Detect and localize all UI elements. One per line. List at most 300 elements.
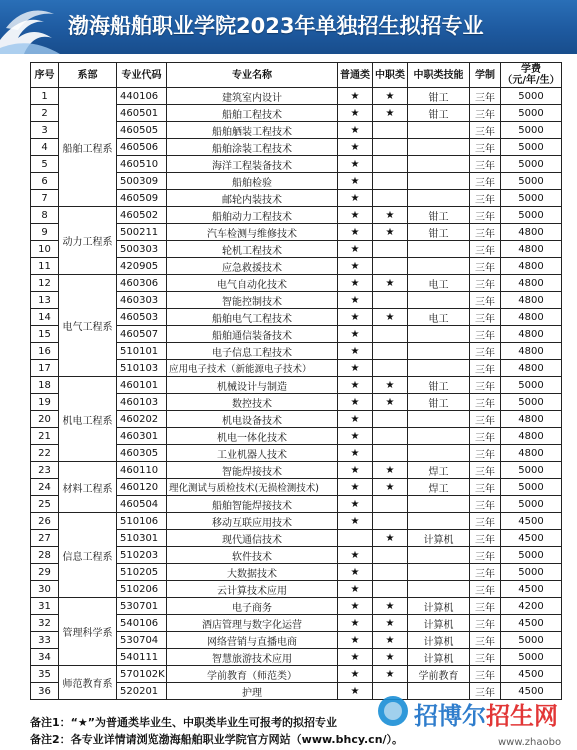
wave-logo-icon xyxy=(0,0,72,54)
cell-major: 软件技术 xyxy=(167,547,338,564)
cell-duration: 三年 xyxy=(470,88,501,105)
cell-skill: 钳工 xyxy=(408,105,470,122)
cell-fee: 4800 xyxy=(501,292,562,309)
cell-fee: 5000 xyxy=(501,632,562,649)
cell-no: 36 xyxy=(31,683,59,700)
cell-vocational xyxy=(373,564,408,581)
header-duration: 学制 xyxy=(470,63,501,88)
cell-no: 1 xyxy=(31,88,59,105)
cell-vocational: ★ xyxy=(373,275,408,292)
header-skill: 中职类技能 xyxy=(408,63,470,88)
table-row xyxy=(31,462,562,479)
cell-major: 应急救援技术 xyxy=(167,258,338,275)
cell-fee: 4800 xyxy=(501,241,562,258)
cell-vocational: ★ xyxy=(373,632,408,649)
cell-code: 530704 xyxy=(117,632,167,649)
cell-skill: 计算机 xyxy=(408,615,470,632)
cell-major: 船舶舾装工程技术 xyxy=(167,122,338,139)
cell-no: 13 xyxy=(31,292,59,309)
cell-vocational xyxy=(373,139,408,156)
cell-major: 智能焊接技术 xyxy=(167,462,338,479)
cell-fee: 4800 xyxy=(501,360,562,377)
cell-vocational xyxy=(373,343,408,360)
cell-skill: 学前教育 xyxy=(408,666,470,683)
table-body xyxy=(31,88,562,700)
cell-vocational xyxy=(373,258,408,275)
header-code: 专业代码 xyxy=(117,63,167,88)
cell-skill xyxy=(408,445,470,462)
cell-no: 33 xyxy=(31,632,59,649)
cell-dept: 电气工程系 xyxy=(59,275,117,377)
cell-vocational xyxy=(373,360,408,377)
cell-skill: 钳工 xyxy=(408,394,470,411)
cell-code: 510205 xyxy=(117,564,167,581)
cell-no: 6 xyxy=(31,173,59,190)
cell-code: 460306 xyxy=(117,275,167,292)
cell-no: 32 xyxy=(31,615,59,632)
cell-general: ★ xyxy=(338,445,373,462)
cell-duration: 三年 xyxy=(470,241,501,258)
majors-table xyxy=(30,62,562,700)
cell-general: ★ xyxy=(338,411,373,428)
cell-code: 460101 xyxy=(117,377,167,394)
cell-code: 460301 xyxy=(117,428,167,445)
cell-fee: 4500 xyxy=(501,683,562,700)
cell-no: 18 xyxy=(31,377,59,394)
cell-skill xyxy=(408,360,470,377)
cell-duration: 三年 xyxy=(470,479,501,496)
note-1: 备注1：“★”为普通类毕业生、中职类毕业生可报考的拟招专业 xyxy=(30,716,337,729)
cell-major: 船舶动力工程技术 xyxy=(167,207,338,224)
cell-major: 电气自动化技术 xyxy=(167,275,338,292)
cell-fee: 4800 xyxy=(501,275,562,292)
cell-fee: 5000 xyxy=(501,377,562,394)
cell-dept: 材料工程系 xyxy=(59,462,117,513)
cell-duration: 三年 xyxy=(470,547,501,564)
cell-general: ★ xyxy=(338,258,373,275)
watermark-domain: www.zhaobo xyxy=(498,737,562,748)
cell-vocational: ★ xyxy=(373,88,408,105)
cell-skill xyxy=(408,190,470,207)
cell-fee: 4800 xyxy=(501,309,562,326)
cell-code: 460503 xyxy=(117,309,167,326)
cell-code: 460510 xyxy=(117,156,167,173)
cell-duration: 三年 xyxy=(470,224,501,241)
cell-general: ★ xyxy=(338,360,373,377)
cell-duration: 三年 xyxy=(470,275,501,292)
cell-general: ★ xyxy=(338,139,373,156)
cell-code: 460305 xyxy=(117,445,167,462)
cell-code: 460110 xyxy=(117,462,167,479)
cell-code: 420905 xyxy=(117,258,167,275)
cell-code: 570102K xyxy=(117,666,167,683)
cell-skill xyxy=(408,496,470,513)
cell-vocational xyxy=(373,173,408,190)
cell-major: 机械设计与制造 xyxy=(167,377,338,394)
cell-duration: 三年 xyxy=(470,360,501,377)
cell-fee: 5000 xyxy=(501,496,562,513)
cell-no: 15 xyxy=(31,326,59,343)
cell-fee: 5000 xyxy=(501,105,562,122)
cell-skill xyxy=(408,122,470,139)
cell-major: 船舶工程技术 xyxy=(167,105,338,122)
cell-no: 24 xyxy=(31,479,59,496)
table-row xyxy=(31,513,562,530)
cell-vocational xyxy=(373,241,408,258)
cell-fee: 5000 xyxy=(501,547,562,564)
title-banner xyxy=(0,0,577,54)
cell-duration: 三年 xyxy=(470,428,501,445)
cell-skill: 钳工 xyxy=(408,88,470,105)
watermark xyxy=(370,686,577,748)
cell-general: ★ xyxy=(338,122,373,139)
cell-no: 4 xyxy=(31,139,59,156)
cell-duration: 三年 xyxy=(470,343,501,360)
cell-vocational xyxy=(373,411,408,428)
watermark-brand xyxy=(414,696,558,731)
cell-dept: 机电工程系 xyxy=(59,377,117,462)
cell-code: 510203 xyxy=(117,547,167,564)
cell-general: ★ xyxy=(338,173,373,190)
cell-duration: 三年 xyxy=(470,615,501,632)
cell-vocational: ★ xyxy=(373,615,408,632)
cell-general: ★ xyxy=(338,496,373,513)
table-row xyxy=(31,207,562,224)
cell-general: ★ xyxy=(338,377,373,394)
cell-fee: 4500 xyxy=(501,581,562,598)
cell-fee: 4800 xyxy=(501,411,562,428)
cell-major: 护理 xyxy=(167,683,338,700)
cell-general: ★ xyxy=(338,547,373,564)
cell-general: ★ xyxy=(338,309,373,326)
cell-vocational xyxy=(373,122,408,139)
cell-code: 460103 xyxy=(117,394,167,411)
cell-general: ★ xyxy=(338,632,373,649)
cell-fee: 5000 xyxy=(501,173,562,190)
cell-major: 建筑室内设计 xyxy=(167,88,338,105)
cell-general: ★ xyxy=(338,343,373,360)
header-general: 普通类 xyxy=(338,63,373,88)
cell-major: 智能控制技术 xyxy=(167,292,338,309)
cell-vocational xyxy=(373,156,408,173)
cell-fee: 4500 xyxy=(501,615,562,632)
cell-general: ★ xyxy=(338,666,373,683)
cell-duration: 三年 xyxy=(470,411,501,428)
cell-general: ★ xyxy=(338,462,373,479)
cell-skill xyxy=(408,411,470,428)
cell-fee: 5000 xyxy=(501,564,562,581)
cell-code: 460504 xyxy=(117,496,167,513)
cell-major: 邮轮内装技术 xyxy=(167,190,338,207)
cell-general: ★ xyxy=(338,581,373,598)
cell-duration: 三年 xyxy=(470,598,501,615)
cell-skill: 电工 xyxy=(408,275,470,292)
cell-dept: 师范教育系 xyxy=(59,666,117,700)
cell-vocational: ★ xyxy=(373,462,408,479)
cell-no: 8 xyxy=(31,207,59,224)
cell-no: 21 xyxy=(31,428,59,445)
cell-vocational: ★ xyxy=(373,105,408,122)
cell-vocational: ★ xyxy=(373,479,408,496)
cell-major: 船舶通信装备技术 xyxy=(167,326,338,343)
cell-major: 云计算技术应用 xyxy=(167,581,338,598)
cell-general: ★ xyxy=(338,156,373,173)
cell-duration: 三年 xyxy=(470,445,501,462)
cell-fee: 4500 xyxy=(501,513,562,530)
cell-no: 20 xyxy=(31,411,59,428)
cell-major: 轮机工程技术 xyxy=(167,241,338,258)
cell-skill xyxy=(408,343,470,360)
cell-code: 460501 xyxy=(117,105,167,122)
cell-general: ★ xyxy=(338,275,373,292)
cell-skill: 计算机 xyxy=(408,649,470,666)
cell-major: 电子商务 xyxy=(167,598,338,615)
cell-code: 500309 xyxy=(117,173,167,190)
cell-code: 540106 xyxy=(117,615,167,632)
cell-fee: 5000 xyxy=(501,190,562,207)
table-row xyxy=(31,275,562,292)
cell-no: 10 xyxy=(31,241,59,258)
cell-code: 460202 xyxy=(117,411,167,428)
table-row xyxy=(31,598,562,615)
cell-no: 28 xyxy=(31,547,59,564)
cell-skill xyxy=(408,428,470,445)
cell-skill xyxy=(408,513,470,530)
cell-general: ★ xyxy=(338,207,373,224)
cell-duration: 三年 xyxy=(470,666,501,683)
cell-general: ★ xyxy=(338,190,373,207)
cell-no: 7 xyxy=(31,190,59,207)
cell-vocational xyxy=(373,581,408,598)
cell-skill: 电工 xyxy=(408,309,470,326)
cell-major: 现代通信技术 xyxy=(167,530,338,547)
cell-fee: 4800 xyxy=(501,445,562,462)
cell-skill: 焊工 xyxy=(408,462,470,479)
cell-general: ★ xyxy=(338,564,373,581)
cell-no: 31 xyxy=(31,598,59,615)
header-fee-line1: 学费 xyxy=(521,64,541,75)
cell-major: 机电一体化技术 xyxy=(167,428,338,445)
cell-general: ★ xyxy=(338,241,373,258)
cell-major: 网络营销与直播电商 xyxy=(167,632,338,649)
cell-fee: 4500 xyxy=(501,666,562,683)
cell-vocational: ★ xyxy=(373,377,408,394)
cell-major: 智慧旅游技术应用 xyxy=(167,649,338,666)
cell-general: ★ xyxy=(338,105,373,122)
cell-no: 23 xyxy=(31,462,59,479)
watermark-brand-b: 招生网 xyxy=(486,702,558,730)
cell-duration: 三年 xyxy=(470,258,501,275)
cell-code: 460509 xyxy=(117,190,167,207)
cell-vocational: ★ xyxy=(373,666,408,683)
cell-major: 学前教育（师范类） xyxy=(167,666,338,683)
cell-code: 500303 xyxy=(117,241,167,258)
table-row xyxy=(31,666,562,683)
cell-duration: 三年 xyxy=(470,496,501,513)
cell-general: ★ xyxy=(338,428,373,445)
cell-fee: 4200 xyxy=(501,598,562,615)
notes xyxy=(30,714,403,748)
cell-fee: 4800 xyxy=(501,224,562,241)
cell-duration: 三年 xyxy=(470,394,501,411)
cell-skill xyxy=(408,241,470,258)
cell-code: 460506 xyxy=(117,139,167,156)
cell-no: 34 xyxy=(31,649,59,666)
cell-vocational xyxy=(373,513,408,530)
cell-dept: 船舶工程系 xyxy=(59,88,117,207)
cell-vocational: ★ xyxy=(373,649,408,666)
cell-major: 汽车检测与维修技术 xyxy=(167,224,338,241)
cell-no: 17 xyxy=(31,360,59,377)
cell-fee: 4800 xyxy=(501,343,562,360)
header-dept: 系部 xyxy=(59,63,117,88)
cell-fee: 5000 xyxy=(501,207,562,224)
cell-fee: 4800 xyxy=(501,326,562,343)
cell-code: 460502 xyxy=(117,207,167,224)
header-no: 序号 xyxy=(31,63,59,88)
note-2: 备注2：各专业详情请浏览渤海船舶职业学院官方网站（www.bhcy.cn/）。 xyxy=(30,733,404,746)
cell-major: 船舶检验 xyxy=(167,173,338,190)
cell-code: 520201 xyxy=(117,683,167,700)
cell-vocational: ★ xyxy=(373,224,408,241)
cell-general: ★ xyxy=(338,88,373,105)
cell-vocational xyxy=(373,445,408,462)
cell-major: 船舶涂装工程技术 xyxy=(167,139,338,156)
cell-no: 22 xyxy=(31,445,59,462)
cell-general: ★ xyxy=(338,326,373,343)
cell-no: 27 xyxy=(31,530,59,547)
cell-no: 11 xyxy=(31,258,59,275)
cell-dept: 管理科学系 xyxy=(59,598,117,666)
cell-vocational: ★ xyxy=(373,530,408,547)
cell-code: 510206 xyxy=(117,581,167,598)
cell-major: 大数据技术 xyxy=(167,564,338,581)
cell-duration: 三年 xyxy=(470,581,501,598)
cell-no: 25 xyxy=(31,496,59,513)
cell-major: 机电设备技术 xyxy=(167,411,338,428)
cell-general: ★ xyxy=(338,649,373,666)
cell-vocational xyxy=(373,190,408,207)
cell-skill xyxy=(408,139,470,156)
cell-dept: 动力工程系 xyxy=(59,207,117,275)
cell-skill: 钳工 xyxy=(408,224,470,241)
cell-no: 29 xyxy=(31,564,59,581)
cell-general: ★ xyxy=(338,598,373,615)
cell-code: 510301 xyxy=(117,530,167,547)
cell-vocational xyxy=(373,496,408,513)
cell-major: 理化测试与质检技术(无损检测技术) xyxy=(167,479,338,496)
cell-duration: 三年 xyxy=(470,462,501,479)
table-row xyxy=(31,88,562,105)
cell-code: 530701 xyxy=(117,598,167,615)
cell-fee: 5000 xyxy=(501,88,562,105)
cell-fee: 5000 xyxy=(501,156,562,173)
cell-major: 船舶电气工程技术 xyxy=(167,309,338,326)
cell-code: 460120 xyxy=(117,479,167,496)
cell-skill xyxy=(408,326,470,343)
cell-code: 500211 xyxy=(117,224,167,241)
page-title: 渤海船舶职业学院2023年单独招生拟招专业 xyxy=(68,14,484,38)
cell-skill xyxy=(408,547,470,564)
cell-fee: 5000 xyxy=(501,122,562,139)
cell-no: 26 xyxy=(31,513,59,530)
cell-general: ★ xyxy=(338,513,373,530)
cell-vocational: ★ xyxy=(373,309,408,326)
cell-general: ★ xyxy=(338,683,373,700)
cell-vocational xyxy=(373,428,408,445)
cell-vocational: ★ xyxy=(373,207,408,224)
cell-vocational xyxy=(373,326,408,343)
cell-fee: 5000 xyxy=(501,479,562,496)
cell-duration: 三年 xyxy=(470,530,501,547)
cell-code: 460505 xyxy=(117,122,167,139)
cell-fee: 5000 xyxy=(501,394,562,411)
cell-general: ★ xyxy=(338,615,373,632)
cell-skill xyxy=(408,258,470,275)
cell-fee: 5000 xyxy=(501,462,562,479)
cell-duration: 三年 xyxy=(470,513,501,530)
cell-duration: 三年 xyxy=(470,683,501,700)
cell-duration: 三年 xyxy=(470,139,501,156)
cell-general: ★ xyxy=(338,479,373,496)
table-header-row xyxy=(31,63,562,88)
cell-major: 移动互联应用技术 xyxy=(167,513,338,530)
cell-fee: 4800 xyxy=(501,258,562,275)
cell-skill: 钳工 xyxy=(408,207,470,224)
cell-skill xyxy=(408,173,470,190)
cell-duration: 三年 xyxy=(470,309,501,326)
cell-no: 19 xyxy=(31,394,59,411)
header-fee-line2: （元/年/生） xyxy=(502,75,560,86)
cell-skill xyxy=(408,156,470,173)
cell-major: 船舶智能焊接技术 xyxy=(167,496,338,513)
cell-skill: 计算机 xyxy=(408,632,470,649)
cell-major: 海洋工程装备技术 xyxy=(167,156,338,173)
cell-no: 5 xyxy=(31,156,59,173)
cell-vocational: ★ xyxy=(373,598,408,615)
header-fee xyxy=(501,63,562,88)
cell-skill xyxy=(408,581,470,598)
header-major: 专业名称 xyxy=(167,63,338,88)
cell-fee: 4500 xyxy=(501,530,562,547)
cell-general: ★ xyxy=(338,292,373,309)
cell-vocational xyxy=(373,292,408,309)
cell-duration: 三年 xyxy=(470,292,501,309)
cell-duration: 三年 xyxy=(470,173,501,190)
cell-code: 510101 xyxy=(117,343,167,360)
cell-major: 数控技术 xyxy=(167,394,338,411)
cell-code: 540111 xyxy=(117,649,167,666)
cell-no: 9 xyxy=(31,224,59,241)
table-row xyxy=(31,377,562,394)
cell-duration: 三年 xyxy=(470,190,501,207)
cell-no: 30 xyxy=(31,581,59,598)
cell-general: ★ xyxy=(338,394,373,411)
cell-fee: 4800 xyxy=(501,428,562,445)
cell-no: 14 xyxy=(31,309,59,326)
watermark-brand-a: 招博尔 xyxy=(414,702,486,730)
cell-dept: 信息工程系 xyxy=(59,513,117,598)
cell-fee: 5000 xyxy=(501,139,562,156)
cell-major: 应用电子技术（新能源电子技术） xyxy=(167,360,338,377)
cell-no: 3 xyxy=(31,122,59,139)
cell-general: ★ xyxy=(338,224,373,241)
cell-fee: 5000 xyxy=(501,649,562,666)
cell-major: 工业机器人技术 xyxy=(167,445,338,462)
cell-no: 12 xyxy=(31,275,59,292)
cell-no: 16 xyxy=(31,343,59,360)
cell-duration: 三年 xyxy=(470,564,501,581)
